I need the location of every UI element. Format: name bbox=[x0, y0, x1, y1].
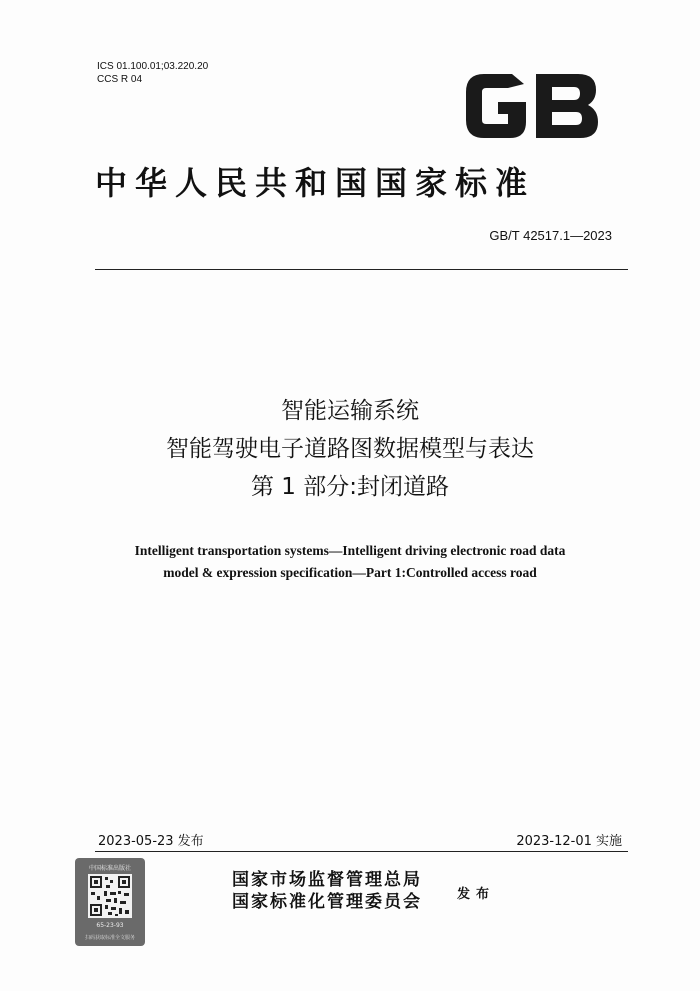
english-title-line-2: model & expression specification—Part 1:Controlled access road bbox=[163, 565, 537, 580]
standard-category-title: 中华人民共和国国家标准 bbox=[95, 164, 536, 202]
classification-codes bbox=[97, 60, 208, 86]
issue-date: 2023-05-23 发布 bbox=[98, 834, 204, 849]
qr-footer-text: 扫码获取标准全文服务 bbox=[84, 935, 135, 941]
bottom-divider bbox=[95, 851, 628, 852]
english-title-line-1: Intelligent transportation systems—Intelligent driving electronic road data bbox=[134, 543, 566, 558]
standard-number: GB/T 42517.1—2023 bbox=[489, 228, 612, 243]
ics-code: ICS 01.100.01;03.220.20 bbox=[97, 61, 209, 72]
chinese-title-line-1: 智能运输系统 bbox=[281, 398, 419, 424]
english-title bbox=[0, 540, 700, 584]
issuer-samr: 国家市场监督管理总局 bbox=[232, 870, 422, 890]
chinese-title-line-3: 第 1 部分:封闭道路 bbox=[250, 474, 449, 500]
chinese-title-line-2: 智能驾驶电子道路图数据模型与表达 bbox=[166, 436, 534, 462]
issuer-sac: 国家标准化管理委员会 bbox=[232, 892, 422, 912]
qr-header-text: 中国标准出版社 bbox=[88, 865, 131, 872]
qr-code-sticker[interactable] bbox=[75, 858, 145, 946]
gb-logo bbox=[462, 70, 602, 142]
issuing-authorities bbox=[232, 869, 422, 913]
top-divider bbox=[95, 269, 628, 270]
chinese-title bbox=[0, 392, 700, 506]
implementation-date: 2023-12-01 实施 bbox=[516, 834, 622, 849]
publish-label: 发布 bbox=[457, 887, 496, 902]
qr-id-text: 65-23-93 bbox=[96, 922, 124, 929]
qr-code-icon bbox=[88, 874, 132, 918]
ccs-code: CCS R 04 bbox=[97, 74, 143, 85]
